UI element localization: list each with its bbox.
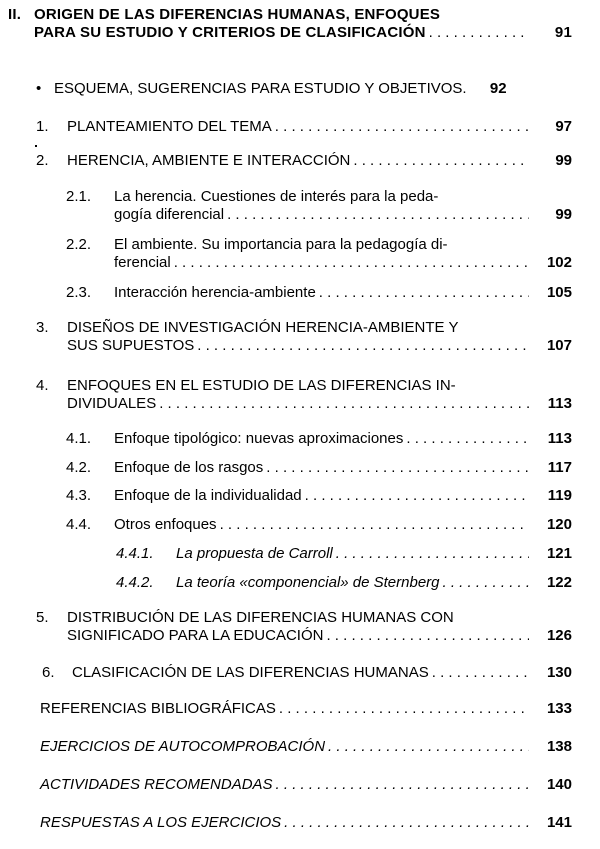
toc-entry-referencias: REFERENCIAS BIBLIOGRÁFICAS . . . 133 [40,700,572,718]
page-number: 92 [489,80,507,97]
toc-entry-esquema: • ESQUEMA, SUGERENCIAS PARA ESTUDIO Y OBJETIVOS. 92 [36,80,507,97]
dot-leader [159,395,529,413]
toc-entry-actividades: ACTIVIDADES RECOMENDADAS . . . 140 [40,776,572,794]
toc-entry-4-2: 4.2. Enfoque de los rasgos . . . 117 [66,459,572,477]
toc-entry-5: 5. DISTRIBUCIÓN DE LAS DIFERENCIAS HUMANAS CON SIGNIFICADO PARA LA EDUCACIÓN . . . 126 [36,609,572,645]
page-number: 138 [546,738,572,755]
page-number: 141 [546,814,572,831]
dot-leader [276,776,529,794]
page-number: 120 [546,516,572,533]
toc-entry-4-4-1: 4.4.1. La propuesta de Carroll . . . 121 [116,545,572,563]
toc-entry-4-3: 4.3. Enfoque de la individualidad . . . 119 [66,487,572,505]
page-number: 140 [546,776,572,793]
dot-leader [305,487,529,505]
toc-entry-4-1: 4.1. Enfoque tipológico: nuevas aproximaciones . . . 113 [66,430,572,448]
toc-entry-2: 2. HERENCIA, AMBIENTE E INTERACCIÓN . . . 99 [36,152,572,170]
dot-leader [319,284,529,302]
page-number: 130 [546,664,572,681]
dot-leader [336,545,529,563]
toc-entry-2-1: 2.1. La herencia. Cuestiones de interés para la peda- gogía diferencial . . . 99 [66,188,572,224]
dot-leader [328,738,529,756]
page-number: 126 [546,627,572,644]
page-number: 99 [555,206,572,223]
chapter-number: II. [8,6,22,23]
dot-leader [432,664,529,682]
dot-leader [275,118,529,136]
toc-entry-2-3: 2.3. Interacción herencia-ambiente . . . 105 [66,284,572,302]
toc-entry-ejercicios: EJERCICIOS DE AUTOCOMPROBACIÓN . . . 138 [40,738,572,756]
page-number: 107 [546,337,572,354]
dot-leader [174,254,529,272]
page-number: 113 [547,430,572,447]
page-number: 113 [547,395,572,412]
dot-leader [429,24,529,42]
dot-leader [353,152,529,170]
bullet-icon: • [36,80,42,97]
page-number: 121 [546,545,572,562]
dot-leader [266,459,529,477]
chapter-title-line-1: ORIGEN DE LAS DIFERENCIAS HUMANAS, ENFOQUES [34,6,441,23]
toc-entry-respuestas: RESPUESTAS A LOS EJERCICIOS . . . 141 [40,814,572,832]
dot-leader [197,337,529,355]
page-number: 97 [555,118,572,135]
toc-entry-2-2: 2.2. El ambiente. Su importancia para la pedagogía di- ferencial . . . 102 [66,236,572,272]
stray-mark [35,145,37,147]
page-number: 122 [546,574,572,591]
page-number: 117 [547,459,572,476]
dot-leader [284,814,529,832]
page-number: 91 [554,24,572,41]
page-number: 102 [546,254,572,271]
dot-leader [279,700,529,718]
dot-leader [406,430,529,448]
page-number: 99 [555,152,572,169]
dot-leader [326,627,529,645]
toc-entry-4-4: 4.4. Otros enfoques . . . 120 [66,516,572,534]
toc-chapter [8,6,572,42]
toc-entry-6: 6. CLASIFICACIÓN DE LAS DIFERENCIAS HUMANAS . . . 130 [42,664,572,682]
dot-leader [220,516,529,534]
page-number: 105 [546,284,572,301]
dot-leader [227,206,529,224]
chapter-title-line-2: PARA SU ESTUDIO Y CRITERIOS DE CLASIFICACIÓN . . . 91 [34,24,572,42]
dot-leader [443,574,529,592]
toc-entry-4: 4. ENFOQUES EN EL ESTUDIO DE LAS DIFERENCIAS IN- DIVIDUALES . . . 113 [36,377,572,413]
toc-entry-1: 1. PLANTEAMIENTO DEL TEMA . . . 97 [36,118,572,136]
toc-entry-4-4-2: 4.4.2. La teoría «componencial» de Sternberg . . . 122 [116,574,572,592]
page-number: 119 [547,487,572,504]
page-number: 133 [546,700,572,717]
toc-entry-3: 3. DISEÑOS DE INVESTIGACIÓN HERENCIA-AMBIENTE Y SUS SUPUESTOS . . . 107 [36,319,572,355]
